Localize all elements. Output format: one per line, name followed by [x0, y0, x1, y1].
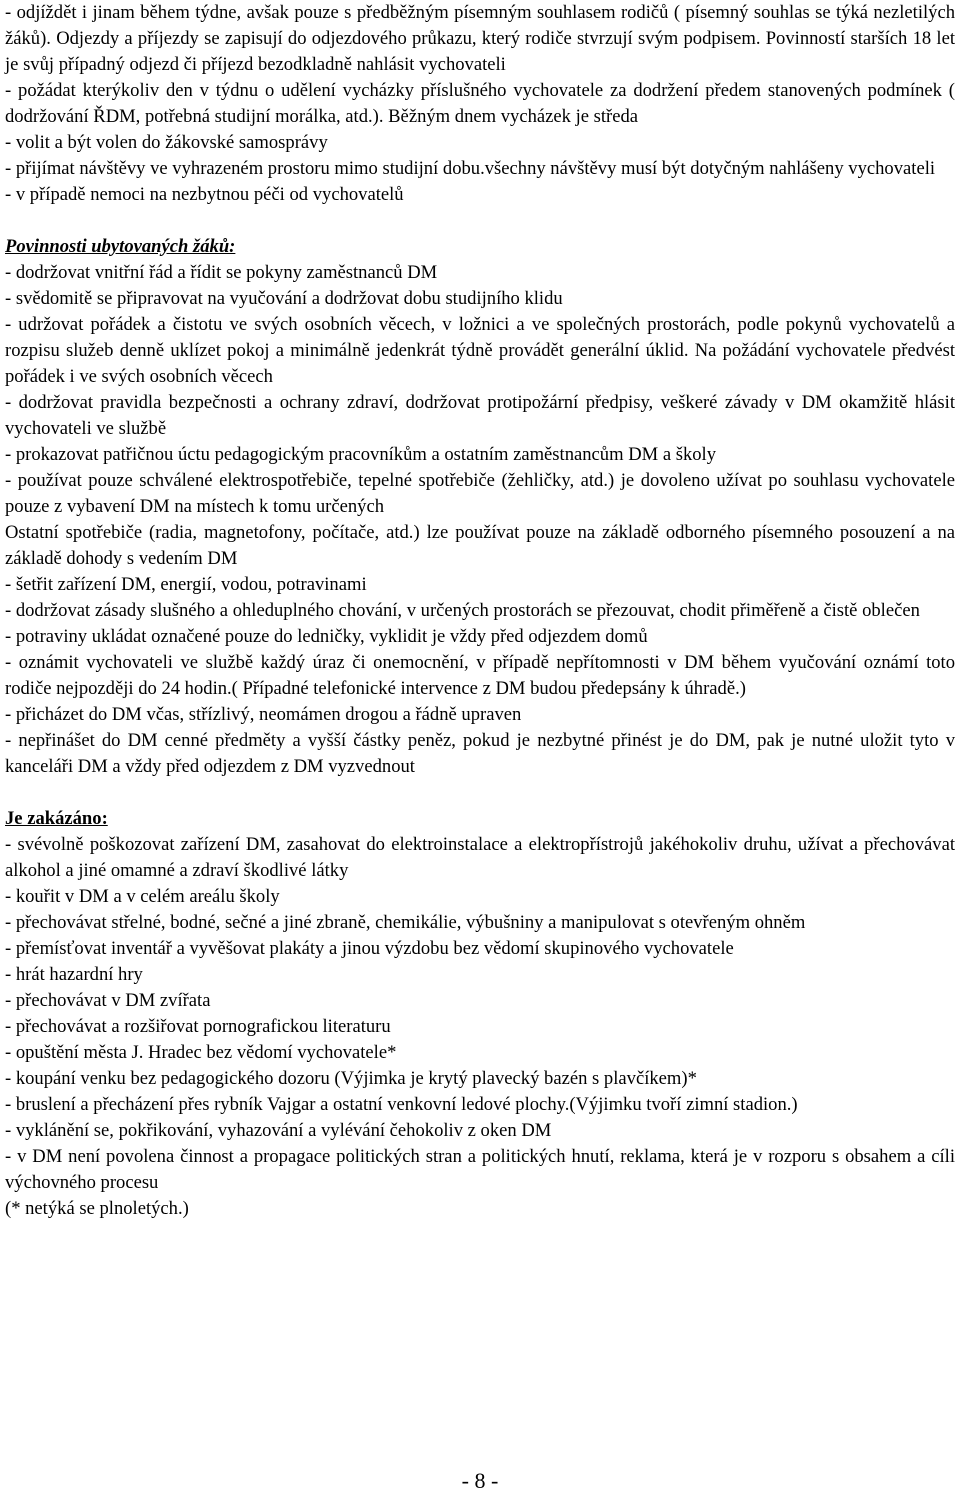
paragraph: Ostatní spotřebiče (radia, magnetofony, počítače, atd.) lze používat pouze na základě odborného písemného posouzení a na základě dohody s vedením DM: [5, 522, 955, 569]
paragraph: - přechovávat v DM zvířata: [5, 990, 211, 1011]
paragraph: - dodržovat pravidla bezpečnosti a ochrany zdraví, dodržovat protipožární předpisy, veškeré závady v DM okamžitě hlásit vychovateli ve službě: [5, 392, 955, 439]
paragraph: - přechovávat střelné, bodné, sečné a jiné zbraně, chemikálie, výbušniny a manipulovat s otevřeným ohněm: [5, 912, 806, 933]
page-number: - 8 -: [461, 1468, 499, 1493]
paragraph: - bruslení a přecházení přes rybník Vajgar a ostatní venkovní ledové plochy.(Výjimku tvoří zimní stadion.): [5, 1094, 798, 1115]
paragraph: - přijímat návštěvy ve vyhrazeném prostoru mimo studijní dobu.všechny návštěvy musí být dotyčným nahlášeny vychovateli: [5, 158, 936, 179]
duties-section: [5, 234, 955, 780]
paragraph: - odjíždět i jinam během týdne, avšak pouze s předběžným písemným souhlasem rodičů ( písemný souhlas se týká nezletilých žáků). Odjezdy a příjezdy se zapisují do odjezdového průkazu, který rodiče stvrzují svým podpisem. Povinností starších 18 let je svůj případný odjezd či příjezd bezodkladně nahlásit vychovateli: [5, 2, 955, 75]
rights-section: [5, 0, 955, 208]
paragraph: - dodržovat vnitřní řád a řídit se pokyny zaměstnanců DM: [5, 262, 438, 283]
forbidden-section: [5, 806, 955, 1222]
forbidden-heading: Je zakázáno:: [5, 808, 108, 829]
paragraph: - přemísťovat inventář a vyvěšovat plakáty a jinou výzdobu bez vědomí skupinového vychovatele: [5, 938, 734, 959]
paragraph: - hrát hazardní hry: [5, 964, 143, 985]
paragraph: - svědomitě se připravovat na vyučování a dodržovat dobu studijního klidu: [5, 288, 563, 309]
paragraph: - volit a být volen do žákovské samosprávy: [5, 132, 328, 153]
paragraph: - používat pouze schválené elektrospotřebiče, tepelné spotřebiče (žehličky, atd.) je dovoleno užívat po souhlasu vychovatele pouze z vybavení DM na místech k tomu určených: [5, 470, 955, 517]
paragraph: - šetřit zařízení DM, energií, vodou, potravinami: [5, 574, 367, 595]
document-page: [5, 0, 955, 1222]
paragraph: - přechovávat a rozšiřovat pornografickou literaturu: [5, 1016, 391, 1037]
paragraph: - oznámit vychovateli ve službě každý úraz či onemocnění, v případě nepřítomnosti v DM během vyučování oznámí toto rodiče nejpozději do 24 hodin.( Případné telefonické intervence z DM budou předepsány k úhradě.): [5, 652, 955, 699]
spacer: [5, 208, 955, 234]
paragraph: - nepřinášet do DM cenné předměty a vyšší částky peněz, pokud je nezbytné přinést je do DM, pak je nutné uložit tyto v kanceláři DM a vždy před odjezdem z DM vyzvednout: [5, 730, 955, 777]
duties-heading-line: [5, 234, 955, 260]
spacer: [5, 780, 955, 806]
paragraph: - udržovat pořádek a čistotu ve svých osobních věcech, v ložnici a ve společných prostorách, podle pokynů vychovatelů a rozpisu služeb denně uklízet pokoj a minimálně jedenkrát týdně provádět generální úklid. Na požádání vychovatele předvést pořádek i ve svých osobních věcech: [5, 314, 955, 387]
paragraph: - přicházet do DM včas, střízlivý, neomámen drogou a řádně upraven: [5, 704, 522, 725]
paragraph: - v případě nemoci na nezbytnou péči od vychovatelů: [5, 184, 404, 205]
paragraph: - potraviny ukládat označené pouze do ledničky, vyklidit je vždy před odjezdem domů: [5, 626, 648, 647]
paragraph: - dodržovat zásady slušného a ohleduplného chování, v určených prostorách se přezouvat, chodit přiměřeně a čistě oblečen: [5, 600, 920, 621]
paragraph: - v DM není povolena činnost a propagace politických stran a politických hnutí, reklama, která je v rozporu s obsahem a cíli výchovného procesu: [5, 1146, 955, 1193]
paragraph: - svévolně poškozovat zařízení DM, zasahovat do elektroinstalace a elektropřístrojů jakéhokoliv druhu, užívat a přechovávat alkohol a jiné omamné a zdraví škodlivé látky: [5, 834, 955, 881]
paragraph: (* netýká se plnoletých.): [5, 1198, 189, 1219]
forbidden-heading-line: [5, 806, 955, 832]
paragraph: - prokazovat patřičnou úctu pedagogickým pracovníkům a ostatním zaměstnancům DM a školy: [5, 444, 717, 465]
paragraph: - opuštění města J. Hradec bez vědomí vychovatele*: [5, 1042, 397, 1063]
paragraph: - vyklánění se, pokřikování, vyhazování a vylévání čehokoliv z oken DM: [5, 1120, 552, 1141]
paragraph: - koupání venku bez pedagogického dozoru (Výjimka je krytý plavecký bazén s plavčíkem)*: [5, 1068, 697, 1089]
paragraph: - požádat kterýkoliv den v týdnu o udělení vycházky příslušného vychovatele za dodržení předem stanovených podmínek ( dodržování ŘDM, potřebná studijní morálka, atd.). Běžným dnem vycházek je středa: [5, 80, 955, 127]
paragraph: - kouřit v DM a v celém areálu školy: [5, 886, 280, 907]
duties-heading: Povinnosti ubytovaných žáků:: [5, 236, 236, 257]
